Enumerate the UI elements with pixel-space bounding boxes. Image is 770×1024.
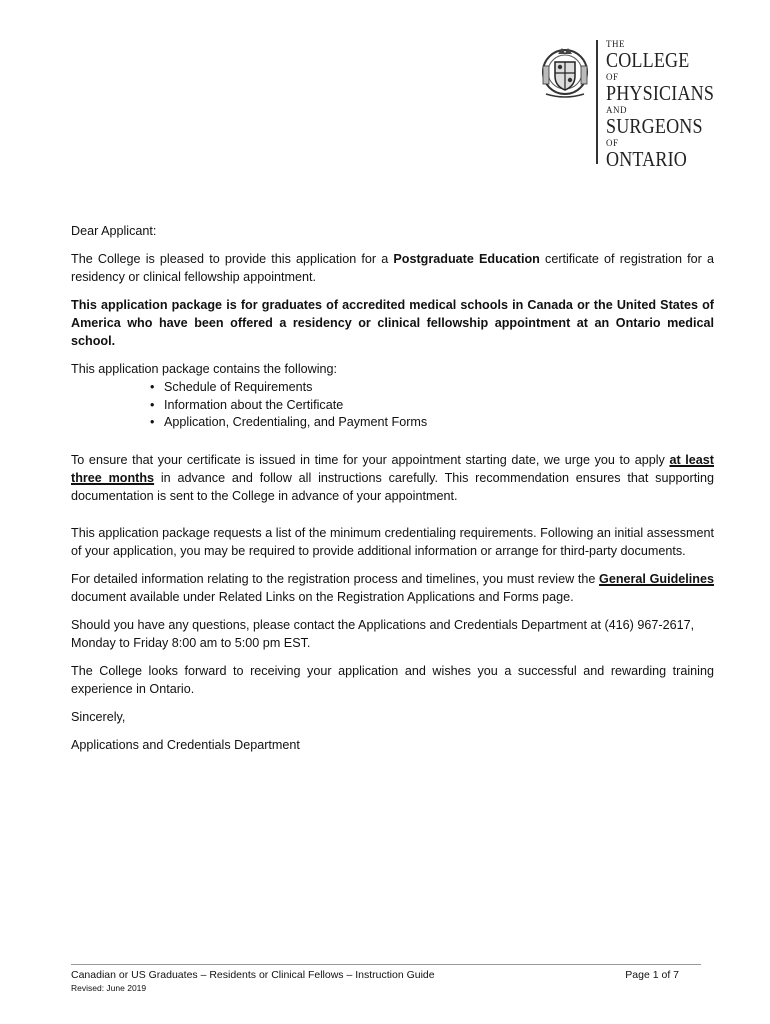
logo-and: AND xyxy=(606,105,627,115)
logo-divider xyxy=(596,40,598,164)
contents-intro: This application package contains the following: xyxy=(71,362,338,376)
guidelines-text-end: document available under Related Links on the Registration Applications and Forms page. xyxy=(71,589,574,604)
intro-text-end: certificate of registration for a residency or clinical fellowship appointment. xyxy=(71,252,714,284)
signature: Applications and Credentials Department xyxy=(71,737,300,752)
timing-text: To ensure that your certificate is issued in time for your appointment starting date, we urge you to apply xyxy=(71,452,670,467)
intro-paragraph xyxy=(71,250,714,286)
timing-paragraph xyxy=(71,451,714,505)
logo-ontario: ONTARIO xyxy=(606,147,688,171)
page-number: Page 1 of 7 xyxy=(625,969,679,981)
certificate-type: Postgraduate Education xyxy=(393,252,540,266)
guidelines-paragraph xyxy=(71,570,714,606)
footer-title: Canadian or US Graduates – Residents or Clinical Fellows – Instruction Guide xyxy=(71,969,435,981)
logo-of: OF xyxy=(606,72,619,82)
requirements-paragraph: This application package requests a list of the minimum credentialing requirements. Following an initial assessment of your application, you may be required to provide additional information or arrange for third-party documents. xyxy=(71,525,714,558)
closing: Sincerely, xyxy=(71,709,126,724)
list-item: • Application, Credentialing, and Payment Forms xyxy=(164,414,714,432)
logo-the: THE xyxy=(606,39,625,49)
contents-list xyxy=(71,379,714,432)
list-item: • Schedule of Requirements xyxy=(164,379,714,397)
coat-of-arms-icon xyxy=(540,42,590,100)
logo-of-2: OF xyxy=(606,138,619,148)
cpso-logo xyxy=(536,38,726,171)
logo-college: COLLEGE xyxy=(606,48,690,72)
salutation: Dear Applicant: xyxy=(71,224,157,238)
list-item: • Information about the Certificate xyxy=(164,397,714,415)
page-footer xyxy=(71,964,701,995)
intro-text: The College is pleased to provide this application for a xyxy=(71,252,394,266)
three-months-emphasis: at least three months xyxy=(71,452,714,485)
revision-date: Revised: June 2019 xyxy=(71,983,147,993)
logo-physicians: PHYSICIANS xyxy=(606,81,715,105)
contact-paragraph: Should you have any questions, please contact the Applications and Credentials Department at (416) 967-2617, Monday to Friday 8:00 am to 5:00 pm EST. xyxy=(71,617,695,650)
guidelines-text: For detailed information relating to the registration process and timelines, you must review the xyxy=(71,571,600,586)
general-guidelines-link[interactable]: General Guidelines xyxy=(599,571,714,586)
timing-text-end: in advance and follow all instructions carefully. This recommendation ensures that supporting documentation is sent to the College in advance of your appointment. xyxy=(71,470,714,503)
eligibility-paragraph xyxy=(71,296,714,350)
closing-paragraph: The College looks forward to receiving your application and wishes you a successful and rewarding training experience in Ontario. xyxy=(71,663,714,696)
letter-body xyxy=(71,222,714,764)
logo-surgeons: SURGEONS xyxy=(606,114,703,138)
eligibility-text: This application package is for graduates of accredited medical schools in Canada or the United States of America who have been offered a residency or clinical fellowship appointment at an Ontario medical school. xyxy=(71,298,714,348)
logo-wordmark xyxy=(606,38,732,170)
